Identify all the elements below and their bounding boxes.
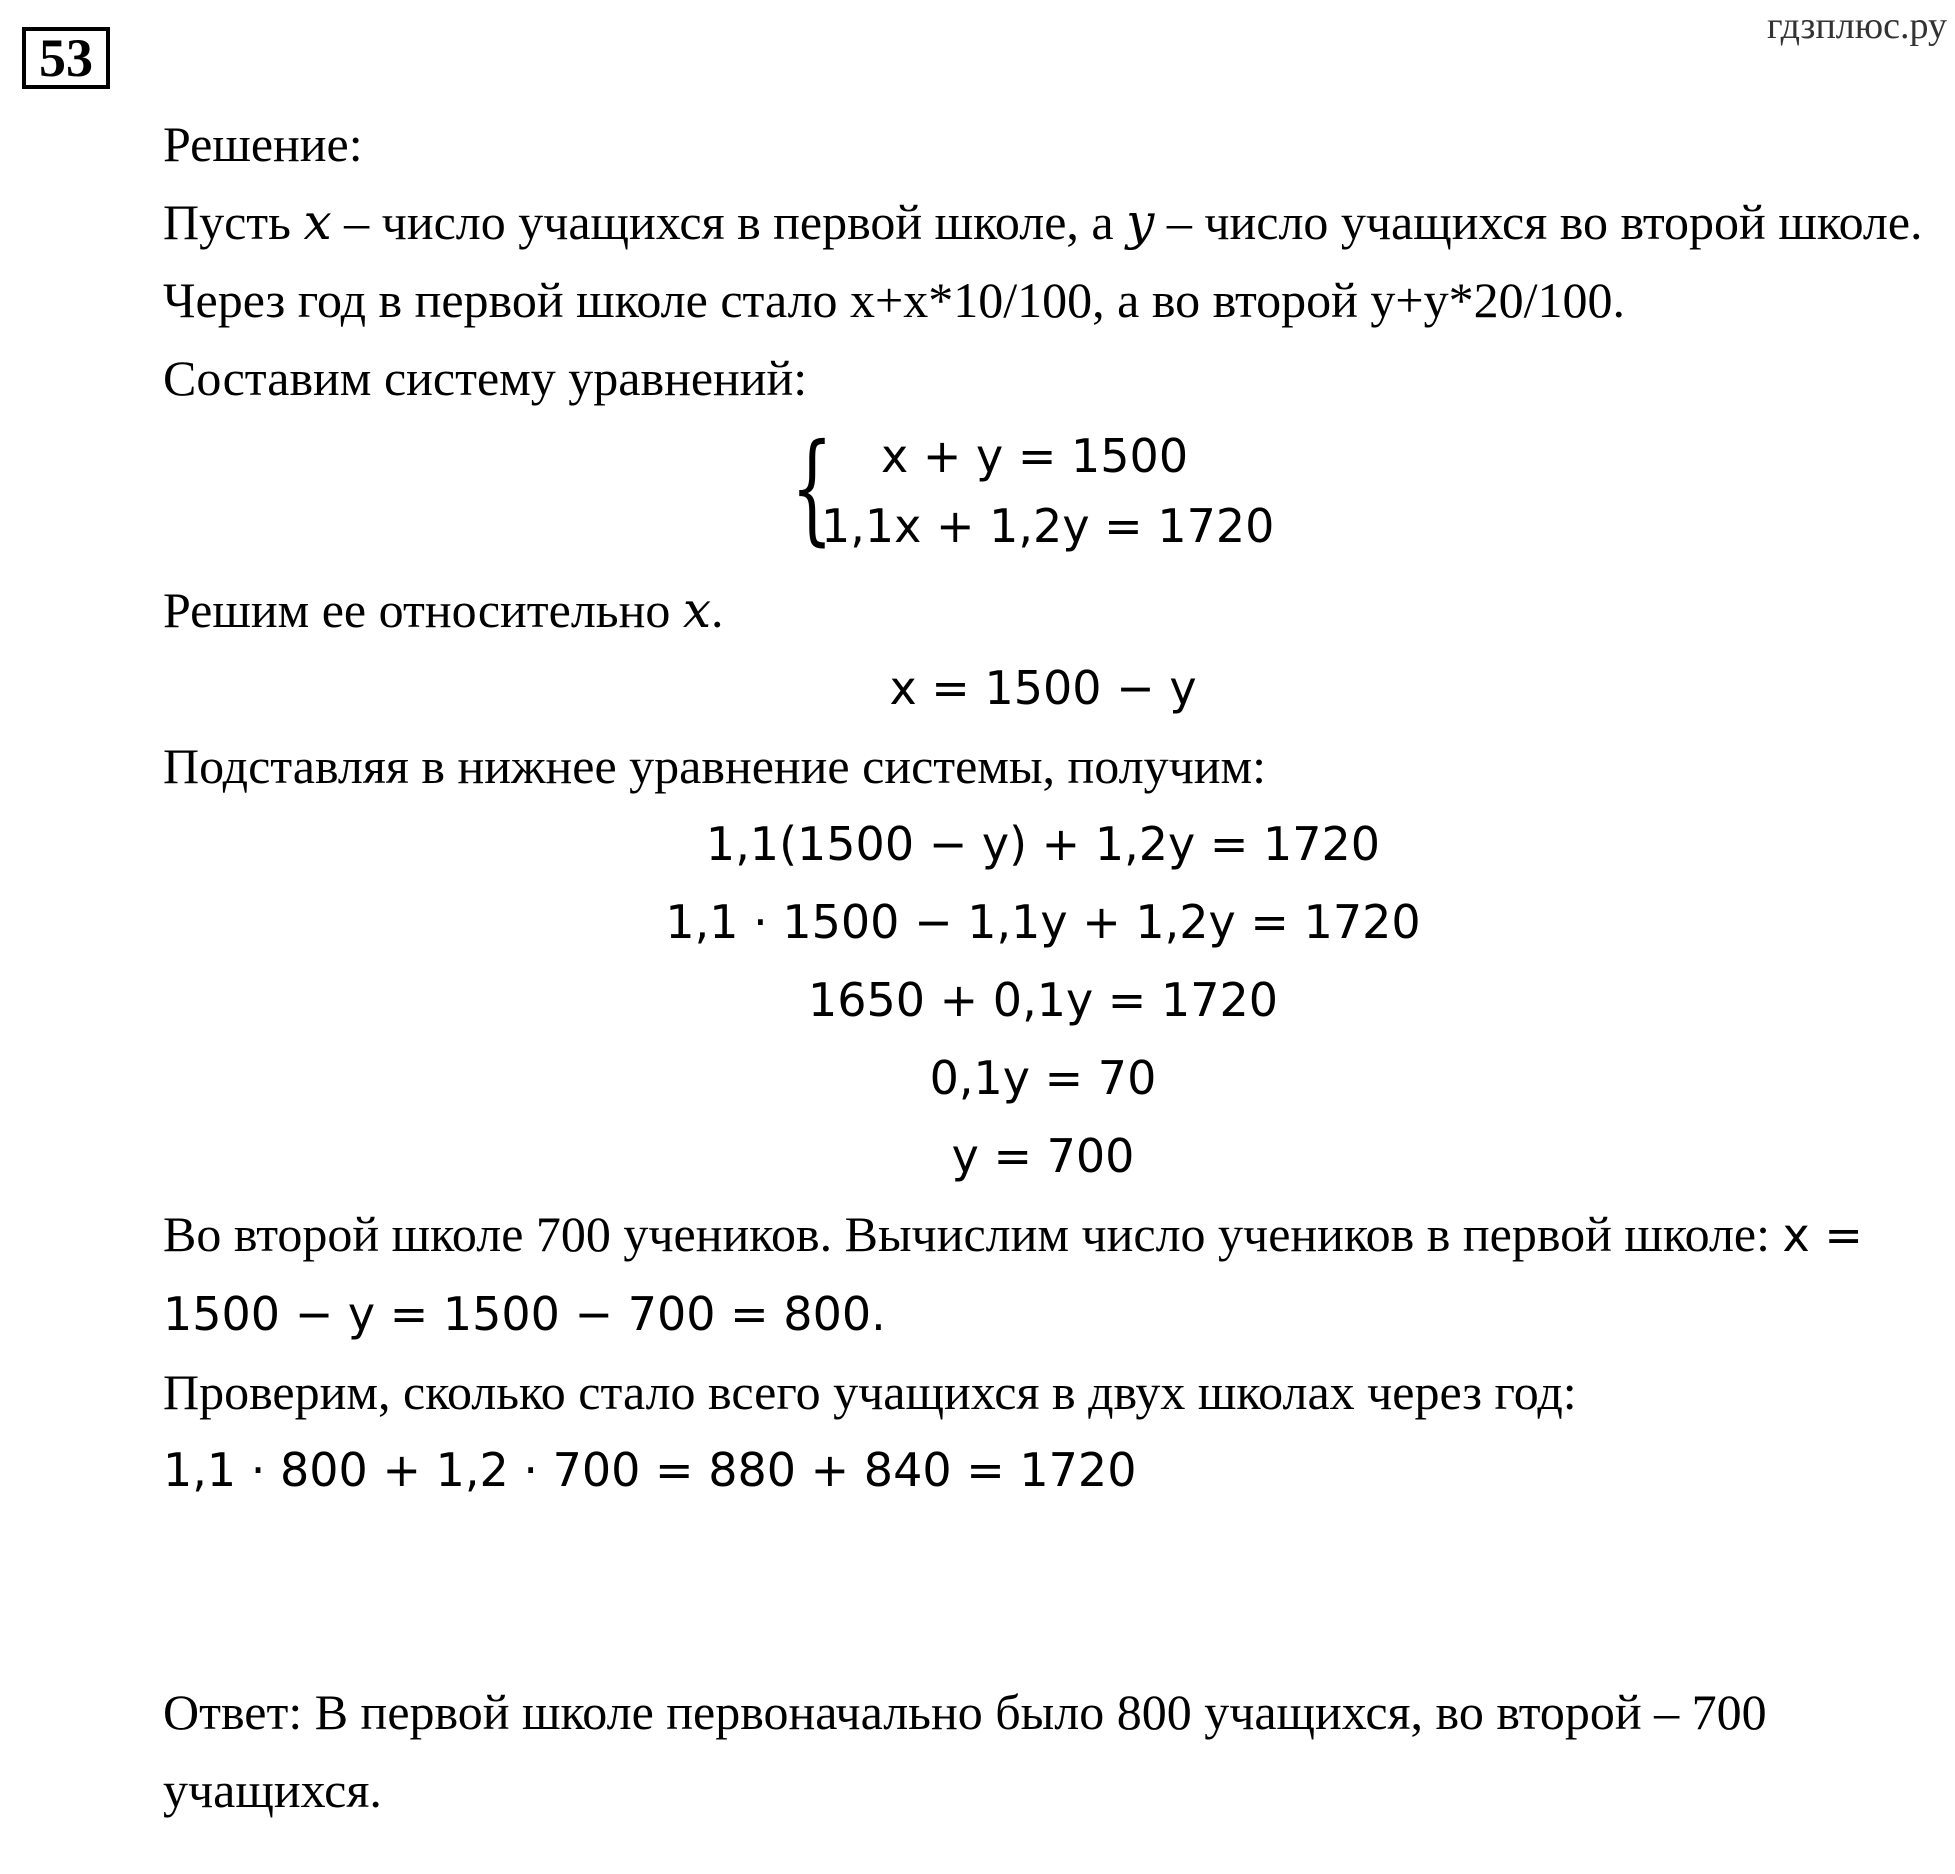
solution-label: Решение: (163, 116, 363, 172)
intro-text-3: – число учащихся во второй школе. (1154, 194, 1923, 250)
var-y: y (1126, 193, 1155, 251)
second-school-paragraph (163, 1195, 1923, 1353)
system-brace: { (791, 419, 833, 558)
solve-text: Решим ее относительно (163, 582, 683, 638)
step-equation-1: 1,1(1500 − y) + 1,2y = 1720 (705, 817, 1381, 871)
second-school-text: Во второй школе 700 учеников. Вычислим число учеников в первой школе: (163, 1206, 1783, 1262)
check-equation: 1,1 · 800 + 1,2 · 700 = 880 + 840 = 1720 (163, 1443, 1137, 1497)
express-equation: x = 1500 − y (889, 661, 1197, 715)
step-equation-4: 0,1y = 70 (929, 1051, 1157, 1105)
spacer (163, 1509, 1923, 1673)
intro-text-1: Пусть (163, 194, 304, 250)
equation-system (791, 417, 1923, 571)
step-equation-2: 1,1 · 1500 − 1,1y + 1,2y = 1720 (665, 895, 1421, 949)
system-row-1: x + y = 1500 (881, 429, 1189, 483)
site-watermark: гдзплюс.ру (1766, 5, 1947, 47)
system-intro: Составим систему уравнений: (163, 350, 808, 406)
intro-text-2: – число учащихся в первой школе, а (331, 194, 1127, 250)
solve-paragraph (163, 571, 1923, 649)
growth-paragraph: Через год в первой школе стало x+x*10/100, а во второй y+y*20/100. (163, 272, 1626, 328)
var-x: x (303, 193, 332, 251)
step-equation-3: 1650 + 0,1y = 1720 (807, 973, 1279, 1027)
system-row-2: 1,1x + 1,2y = 1720 (821, 499, 1275, 553)
var-x: x (682, 581, 712, 639)
substitute-paragraph: Подставляя в нижнее уравнение системы, получим: (163, 738, 1267, 794)
intro-paragraph (163, 183, 1923, 261)
step-equation-5: y = 700 (951, 1129, 1135, 1183)
problem-number: 53 (22, 27, 110, 89)
solve-period: . (711, 582, 724, 638)
solution-body (163, 105, 1923, 1829)
answer-paragraph: Ответ: В первой школе первоначально было 800 учащихся, во второй – 700 учащихся. (163, 1684, 1780, 1818)
first-school-equation: x = 1500 − y = 1500 − 700 = 800. (163, 1208, 1878, 1341)
check-paragraph: Проверим, сколько стало всего учащихся в двух школах через год: (163, 1364, 1577, 1420)
